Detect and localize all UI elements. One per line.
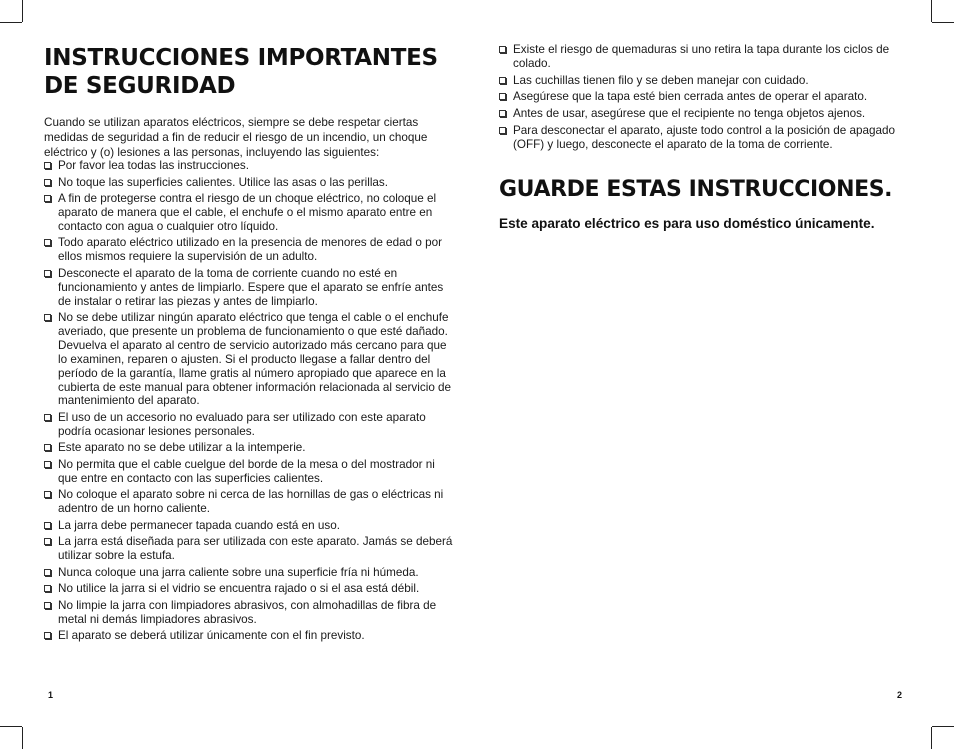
list-item: [44, 535, 456, 563]
crop-mark: [0, 22, 22, 23]
list-item-text: Existe el riesgo de quemaduras si uno retira la tapa durante los ciclos de colado.: [513, 43, 890, 71]
checkbox-bullet-icon: [44, 162, 51, 169]
checkbox-bullet-icon: [44, 461, 51, 468]
crop-mark: [932, 726, 954, 727]
title-line: INSTRUCCIONES IMPORTANTES: [44, 45, 438, 71]
list-item-text: Antes de usar, asegúrese que el recipiente no tenga objetos ajenos.: [513, 107, 866, 121]
intro-paragraph: Cuando se utilizan aparatos eléctricos, siempre se debe respetar ciertas medidas de seguridad a fin de reducir el riesgo de un incendio, un choque eléctrico y (o) lesiones a las personas, incluyendo las siguientes:: [44, 116, 428, 160]
list-item-text: No coloque el aparato sobre ni cerca de las hornillas de gas o eléctricas ni adentro de un horno caliente.: [58, 488, 444, 516]
list-item: [499, 90, 911, 104]
crop-mark: [0, 726, 22, 727]
list-item-text: Desconecte el aparato de la toma de corriente cuando no esté en funcionamiento y antes de limpiarlo. Espere que el aparato se enfríe antes de instalar o retirar las piezas y antes de limpiarlo.: [58, 266, 444, 308]
list-item-text: No limpie la jarra con limpiadores abrasivos, con almohadillas de fibra de metal ni demás limpiadores abrasivos.: [58, 598, 437, 626]
checkbox-bullet-icon: [44, 585, 51, 592]
list-item: [44, 458, 456, 486]
checkbox-bullet-icon: [44, 444, 51, 451]
list-item: [44, 488, 456, 516]
list-item-text: La jarra debe permanecer tapada cuando está en uso.: [58, 518, 340, 532]
list-item-text: No toque las superficies calientes. Utilice las asas o las perillas.: [58, 175, 389, 189]
checkbox-bullet-icon: [499, 46, 506, 53]
list-item-text: Para desconectar el aparato, ajuste todo control a la posición de apagado (OFF) y luego, desconecte el aparato de la toma de corriente.: [513, 123, 896, 151]
list-item: [44, 519, 456, 533]
checkbox-bullet-icon: [44, 602, 51, 609]
list-item: [44, 566, 456, 580]
safety-list: [499, 43, 911, 155]
list-item-text: Este aparato no se debe utilizar a la intemperie.: [58, 441, 306, 455]
crop-mark: [22, 727, 23, 749]
crop-mark: [931, 0, 932, 22]
list-item: [44, 629, 456, 643]
checkbox-bullet-icon: [499, 77, 506, 84]
checkbox-bullet-icon: [44, 314, 51, 321]
list-item: [44, 599, 456, 627]
list-item: [499, 107, 911, 121]
list-item: [44, 159, 456, 173]
checkbox-bullet-icon: [44, 195, 51, 202]
list-item: [44, 441, 456, 455]
list-item-text: Las cuchillas tienen filo y se deben manejar con cuidado.: [513, 73, 809, 87]
checkbox-bullet-icon: [44, 632, 51, 639]
household-use-note: Este aparato eléctrico es para uso doméstico únicamente.: [499, 216, 875, 231]
checkbox-bullet-icon: [44, 522, 51, 529]
page-number: 1: [48, 690, 54, 700]
checkbox-bullet-icon: [499, 93, 506, 100]
save-instructions-heading: GUARDE ESTAS INSTRUCCIONES.: [499, 177, 893, 202]
crop-mark: [22, 0, 23, 22]
checkbox-bullet-icon: [44, 414, 51, 421]
list-item-text: Asegúrese que la tapa esté bien cerrada antes de operar el aparato.: [513, 90, 868, 104]
list-item-text: Por favor lea todas las instrucciones.: [58, 159, 249, 172]
title-line: DE SEGURIDAD: [44, 73, 236, 99]
list-item-text: El aparato se deberá utilizar únicamente con el fin previsto.: [58, 629, 365, 642]
page-title: [44, 44, 438, 100]
list-item-text: No se debe utilizar ningún aparato eléctrico que tenga el cable o el enchufe averiado, que presente un problema de funcionamiento o que esté dañado. Devuelva el aparato al centro de servicio autorizado más cercano para que lo examinen, reparen o ajusten. Si el producto llegase a fallar dentro del período de la garantía, llame gratis al número apropiado que aparece en la cubierta de este manual para obtener información relacionada al servicio de mantenimiento del aparato.: [58, 311, 452, 408]
list-item-text: La jarra está diseñada para ser utilizada con este aparato. Jamás se deberá utilizar sobre la estufa.: [58, 535, 453, 563]
checkbox-bullet-icon: [499, 127, 506, 134]
list-item: [499, 74, 911, 88]
list-item: [499, 124, 911, 152]
list-item: [44, 267, 456, 309]
list-item: [44, 411, 456, 439]
list-item: [44, 176, 456, 190]
safety-list: [44, 159, 456, 646]
checkbox-bullet-icon: [499, 110, 506, 117]
page-number: 2: [897, 690, 903, 700]
list-item-text: Todo aparato eléctrico utilizado en la presencia de menores de edad o por ellos mismos requiere la supervisión de un adulto.: [58, 236, 442, 264]
list-item: [44, 192, 456, 234]
checkbox-bullet-icon: [44, 270, 51, 277]
checkbox-bullet-icon: [44, 239, 51, 246]
list-item-text: Nunca coloque una jarra caliente sobre una superficie fría ni húmeda.: [58, 565, 419, 579]
list-item: [44, 311, 456, 408]
list-item: [499, 43, 911, 71]
list-item-text: No utilice la jarra si el vidrio se encuentra rajado o si el asa está débil.: [58, 582, 420, 596]
checkbox-bullet-icon: [44, 569, 51, 576]
crop-mark: [931, 727, 932, 749]
list-item: [44, 582, 456, 596]
checkbox-bullet-icon: [44, 179, 51, 186]
list-item-text: No permita que el cable cuelgue del borde de la mesa o del mostrador ni que entre en contacto con las superficies calientes.: [58, 457, 435, 485]
crop-mark: [932, 22, 954, 23]
checkbox-bullet-icon: [44, 491, 51, 498]
checkbox-bullet-icon: [44, 538, 51, 545]
list-item-text: A fin de protegerse contra el riesgo de un choque eléctrico, no coloque el aparato de manera que el cable, el enchufe o el mismo aparato entre en contacto con agua o cualquier otro líquido.: [58, 192, 437, 233]
list-item-text: El uso de un accesorio no evaluado para ser utilizado con este aparato podría ocasionar lesiones personales.: [58, 410, 426, 438]
list-item: [44, 236, 456, 264]
